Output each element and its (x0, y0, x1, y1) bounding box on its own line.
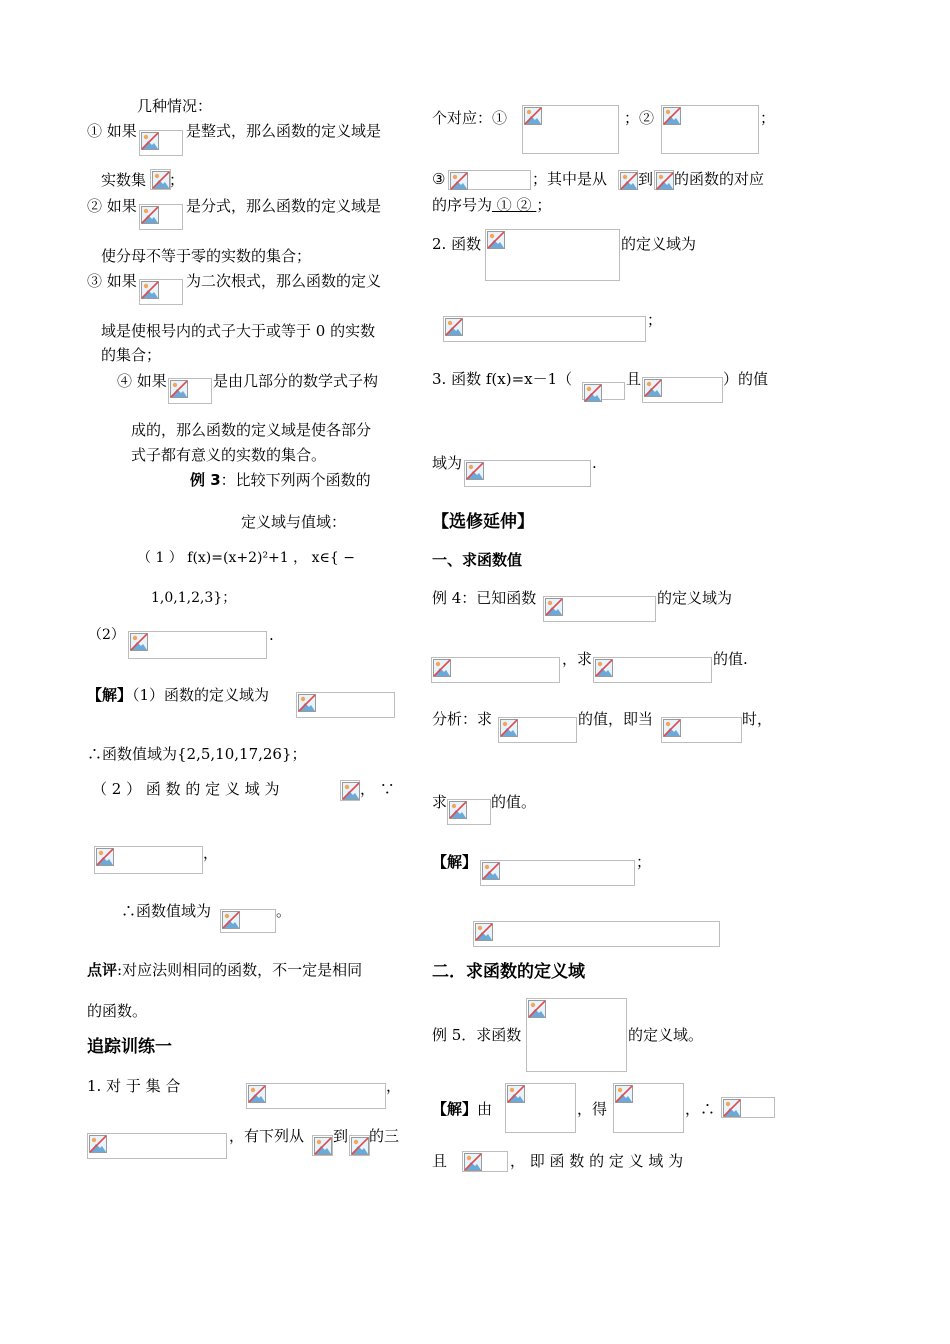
broken-image-icon (141, 132, 159, 150)
broken-image-icon (449, 801, 467, 819)
text-line: 几种情况： (137, 97, 213, 115)
text-line: 的定义域为 (657, 589, 733, 607)
case-2-text: 是分式，那么函数的定义域是 (186, 197, 382, 215)
text-line: 且 (432, 1152, 448, 1170)
broken-image-icon (314, 1137, 332, 1155)
formula-image (139, 279, 183, 305)
text-line: 的值. (713, 650, 748, 668)
formula-image (526, 998, 627, 1072)
formula-image (94, 846, 203, 874)
broken-image-icon (663, 107, 681, 125)
case-4-prefix: ④ 如果 (117, 372, 167, 390)
case-4-text: 是由几部分的数学式子构 (213, 372, 379, 390)
text-line: 的值，即当 (578, 710, 654, 728)
broken-image-icon (584, 384, 602, 402)
broken-image-icon (130, 633, 148, 651)
case-2-prefix: ② 如果 (87, 197, 137, 215)
formula-image (296, 692, 395, 718)
solution-line (432, 1099, 492, 1119)
answer-suffix: ； (536, 196, 552, 214)
text-line: ； (760, 109, 776, 127)
broken-image-icon (96, 848, 114, 866)
broken-image-icon (507, 1085, 525, 1103)
formula-image (661, 717, 742, 743)
broken-image-icon (170, 380, 188, 398)
formula-image (593, 657, 712, 683)
text-line: ，求 (562, 650, 593, 668)
formula-image (613, 1083, 684, 1133)
broken-image-icon (248, 1085, 266, 1103)
comment-label: 点评 (87, 961, 118, 979)
text-line: 域是使根号内的式子大于或等于 0 的实数 (101, 322, 376, 340)
formula-image (246, 1083, 386, 1109)
text-line: 的值。 (491, 793, 537, 811)
broken-image-icon (141, 206, 159, 224)
formula-image (447, 799, 491, 825)
broken-image-icon (545, 598, 563, 616)
formula-image (220, 909, 276, 933)
answer-prefix: 的序号为 (432, 196, 493, 214)
formula-image (139, 204, 183, 230)
text-line: 求 (432, 793, 448, 811)
text-line: 式子都有意义的实数的集合。 (131, 446, 327, 464)
formula-image (431, 657, 560, 683)
solution-text: 由 (477, 1100, 493, 1118)
text-line: （2） (88, 627, 125, 643)
subsection-heading: 一、求函数值 (432, 551, 523, 569)
section-heading: 【选修延伸】 (432, 512, 534, 532)
broken-image-icon (524, 107, 542, 125)
formula-image (168, 378, 212, 404)
formula-image (312, 1135, 333, 1156)
case-1-text: 是整式，那么函数的定义域是 (186, 122, 382, 140)
formula-text: 1,0,1,2,3}； (151, 590, 237, 606)
text-line: ， 即 函 数 的 定 义 域 为 (510, 1152, 684, 1170)
comment-line (87, 960, 362, 980)
text-line: ③ (432, 170, 446, 188)
text-line: 的三 (369, 1127, 400, 1145)
broken-image-icon (644, 379, 662, 397)
text-line: 的集合； (101, 346, 162, 364)
text-line: 2. 函数 (432, 235, 482, 253)
text-line: （ 2 ） 函 数 的 定 义 域 为 (92, 780, 280, 798)
broken-image-icon (595, 659, 613, 677)
formula-image (498, 717, 577, 743)
answer-value: ① ② (492, 196, 537, 214)
broken-image-icon (500, 719, 518, 737)
text-line: 的定义域为 (621, 235, 697, 253)
formula-image (340, 780, 360, 801)
case-3-prefix: ③ 如果 (87, 272, 137, 290)
formula-image (462, 1151, 508, 1172)
text-line: . (269, 626, 274, 644)
formula-image (139, 130, 183, 156)
text-line: 定义域与值域： (241, 513, 347, 531)
broken-image-icon (433, 659, 451, 677)
formula-image (721, 1097, 775, 1118)
formula-image (473, 921, 720, 947)
solution-label: 【解】 (87, 686, 133, 704)
text-line: ； (636, 853, 652, 871)
formula-image (543, 596, 656, 622)
text-line: ； (647, 311, 663, 329)
text-line: ， ∵ (360, 780, 395, 798)
broken-image-icon (723, 1099, 741, 1117)
text-line: 1. 对 于 集 合 (87, 1077, 181, 1095)
comment-text: :对应法则相同的函数，不一定是相同 (117, 961, 363, 979)
broken-image-icon (466, 462, 484, 480)
text-line: 例 5．求函数 (432, 1026, 522, 1044)
solution-label: 【解】 (432, 853, 478, 871)
text-line: ，有下列从 (229, 1127, 305, 1145)
formula-image (582, 382, 625, 400)
answer-line (432, 195, 551, 215)
text-line: 分析：求 (432, 710, 493, 728)
broken-image-icon (298, 694, 316, 712)
example-text: ：比较下列两个函数的 (220, 471, 371, 489)
broken-image-icon (141, 281, 159, 299)
text-line: 实数集 (101, 171, 147, 189)
example-3-heading (190, 470, 371, 490)
text-line: 域为 (432, 454, 463, 472)
broken-image-icon (663, 719, 681, 737)
text-line: 且 (626, 370, 642, 388)
formula-image (485, 229, 620, 281)
text-line: ∴函数值域为{2,5,10,17,26}； (87, 745, 307, 763)
formula-image (480, 860, 635, 886)
broken-image-icon (620, 172, 638, 190)
broken-image-icon (342, 782, 360, 800)
broken-image-icon (464, 1153, 482, 1171)
solution-line (87, 685, 269, 705)
formula-image (349, 1135, 370, 1156)
text-line: 个对应：① (432, 109, 508, 127)
text-line: ∴函数值域为 (121, 902, 212, 920)
broken-image-icon (222, 911, 240, 929)
text-line: 的函数。 (87, 1002, 148, 1020)
text-line: 3. 函数 f(x)=x－1（ (432, 370, 573, 388)
text-line: ；② (624, 109, 655, 127)
broken-image-icon (445, 318, 463, 336)
text-line: ， (203, 844, 219, 862)
formula-text: （ 1 ） f(x)=(x+2)²+1 ， x∈{ − (137, 550, 355, 566)
formula-image (464, 460, 591, 487)
broken-image-icon (89, 1135, 107, 1153)
text-line: 成的，那么函数的定义域是使各部分 (131, 421, 372, 439)
solution-text: （1）函数的定义域为 (132, 686, 270, 704)
formula-image (654, 170, 674, 190)
section-heading: 追踪训练一 (87, 1037, 172, 1057)
text-line: 使分母不等于零的实数的集合； (101, 247, 312, 265)
text-line: ）的值 (723, 370, 769, 388)
broken-image-icon (351, 1137, 369, 1155)
broken-image-icon (450, 172, 468, 190)
solution-label: 【解】 (432, 1100, 478, 1118)
broken-image-icon (475, 923, 493, 941)
formula-image (443, 316, 646, 342)
text-line: ，得 (577, 1100, 608, 1118)
case-3-text: 为二次根式，那么函数的定义 (186, 272, 382, 290)
section-heading: 二．求函数的定义域 (432, 962, 585, 982)
broken-image-icon (487, 231, 505, 249)
formula-image (522, 105, 619, 154)
text-line: 时， (742, 710, 773, 728)
text-line: ； (169, 171, 185, 189)
text-line: 的定义域。 (628, 1026, 704, 1044)
text-line: 例 4：已知函数 (432, 589, 537, 607)
text-line: 到 (333, 1127, 349, 1145)
broken-image-icon (152, 171, 170, 189)
text-line: ，∴ (685, 1100, 716, 1118)
broken-image-icon (656, 172, 674, 190)
formula-image (87, 1133, 227, 1159)
formula-image (128, 631, 267, 659)
formula-image (505, 1083, 576, 1133)
broken-image-icon (528, 1000, 546, 1018)
text-line: 的函数的对应 (674, 170, 765, 188)
example-label: 例 3 (190, 471, 221, 489)
broken-image-icon (615, 1085, 633, 1103)
broken-image-icon (482, 862, 500, 880)
text-line: 到 (638, 170, 654, 188)
text-line: . (592, 454, 597, 472)
text-line: 。 (276, 902, 292, 920)
text-line: ；其中是从 (532, 170, 608, 188)
formula-image (448, 170, 531, 190)
formula-image (642, 377, 723, 403)
formula-image (661, 105, 759, 154)
formula-image (618, 170, 638, 190)
formula-image (150, 169, 171, 190)
text-line: ， (386, 1077, 402, 1095)
case-1-prefix: ① 如果 (87, 122, 137, 140)
